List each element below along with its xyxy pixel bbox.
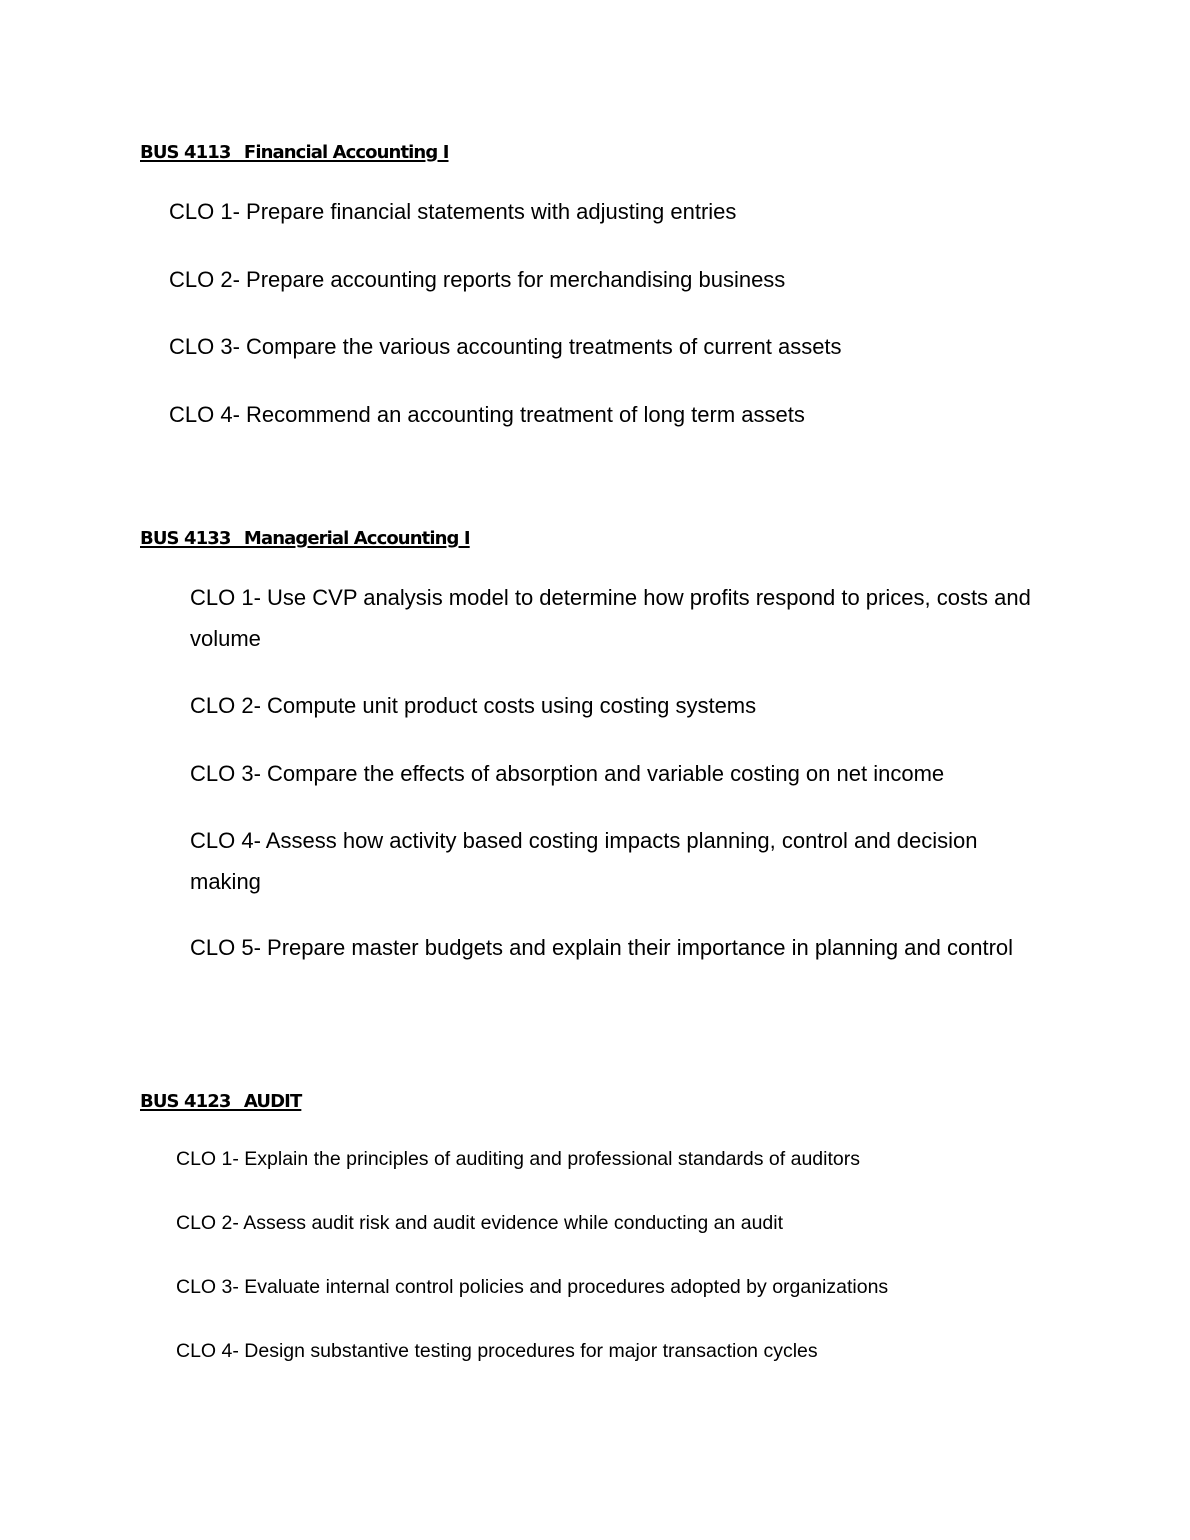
clo-item: CLO 4- Recommend an accounting treatment of long term assets (169, 402, 805, 427)
clo-item: CLO 2- Assess audit risk and audit evidence while conducting an audit (176, 1212, 784, 1234)
course-heading-bus-4123: BUS 4123_ AUDIT (140, 1091, 302, 1112)
course-heading-bus-4113: BUS 4113_ Financial Accounting I (140, 142, 449, 163)
clo-item: CLO 2- Prepare accounting reports for merchandising business (169, 267, 786, 292)
clo-item: CLO 5- Prepare master budgets and explain their importance in planning and control (190, 935, 1014, 960)
clo-item: CLO 3- Compare the effects of absorption and variable costing on net income (190, 761, 945, 786)
clo-item: CLO 2- Compute unit product costs using costing systems (190, 693, 757, 718)
clo-item: CLO 4- Assess how activity based costing impacts planning, control and decision making (190, 828, 978, 894)
clo-item: CLO 1- Use CVP analysis model to determine how profits respond to prices, costs and volume (190, 585, 1031, 651)
clo-item: CLO 1- Explain the principles of auditing and professional standards of auditors (176, 1148, 860, 1170)
clo-item: CLO 1- Prepare financial statements with adjusting entries (169, 199, 737, 224)
clo-item: CLO 4- Design substantive testing procedures for major transaction cycles (176, 1340, 818, 1362)
clo-item: CLO 3- Compare the various accounting treatments of current assets (169, 334, 842, 359)
course-heading-bus-4133: BUS 4133_ Managerial Accounting I (140, 528, 470, 549)
clo-item: CLO 3- Evaluate internal control policies and procedures adopted by organizations (176, 1276, 889, 1298)
